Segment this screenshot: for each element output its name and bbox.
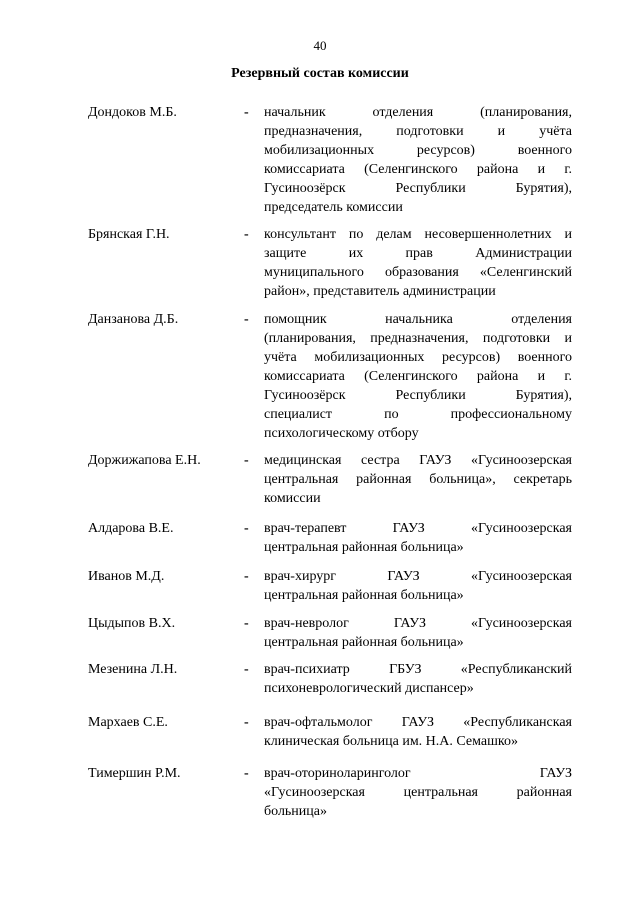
description-line: больница»	[264, 804, 327, 819]
description-line: комиссариата (Селенгинского района и г.	[264, 162, 572, 177]
description-line: врач-терапевт ГАУЗ «Гусиноозерская	[264, 521, 572, 536]
member-dash: -	[244, 715, 249, 730]
description-line: предназначения, подготовки и учёта	[264, 124, 572, 139]
description-line: врач-хирург ГАУЗ «Гусиноозерская	[264, 569, 572, 584]
member-dash: -	[244, 766, 249, 781]
description-line: начальник отделения (планирования,	[264, 105, 572, 120]
description-line: Гусиноозёрск Республики Бурятия),	[264, 388, 572, 403]
description-line: центральная районная больница»	[264, 635, 464, 650]
member-description	[264, 567, 572, 605]
description-line: центральная районная больница»	[264, 588, 464, 603]
member-dash: -	[244, 227, 249, 242]
description-line: врач-офтальмолог ГАУЗ «Республиканская	[264, 715, 572, 730]
description-line: мобилизационных ресурсов) военного	[264, 143, 572, 158]
member-name: Мархаев С.Е.	[88, 715, 168, 730]
description-line: «Гусиноозерская центральная районная	[264, 785, 572, 800]
member-description	[264, 614, 572, 652]
description-line: центральная районная больница»	[264, 540, 464, 555]
member-name: Мезенина Л.Н.	[88, 662, 178, 677]
description-line: учёта мобилизационных ресурсов) военного	[264, 350, 572, 365]
description-line: психоневрологический диспансер»	[264, 681, 474, 696]
description-line: (планирования, предназначения, подготовки и	[264, 331, 572, 346]
member-description	[264, 103, 572, 217]
member-dash: -	[244, 105, 249, 120]
member-dash: -	[244, 662, 249, 677]
member-name: Данзанова Д.Б.	[88, 312, 179, 327]
description-line: психологическому отбору	[264, 426, 419, 441]
page-number: 40	[313, 38, 327, 53]
member-dash: -	[244, 569, 249, 584]
description-line: врач-невролог ГАУЗ «Гусиноозерская	[264, 616, 572, 631]
member-dash: -	[244, 616, 249, 631]
description-line: врач-психиатр ГБУЗ «Республиканский	[264, 662, 572, 677]
description-line: клиническая больница им. Н.А. Семашко»	[264, 734, 518, 749]
member-name: Цыдыпов В.Х.	[88, 616, 176, 631]
description-line: комиссии	[264, 491, 321, 506]
member-name: Доржижапова Е.Н.	[88, 453, 201, 468]
description-line: комиссариата (Селенгинского района и г.	[264, 369, 572, 384]
member-name: Брянская Г.Н.	[88, 227, 170, 242]
member-description	[264, 451, 572, 508]
member-name: Тимершин Р.М.	[88, 766, 181, 781]
member-dash: -	[244, 312, 249, 327]
page-title: Резервный состав комиссии	[231, 66, 409, 81]
description-line: специалист по профессиональному	[264, 407, 572, 422]
member-description	[264, 713, 572, 751]
member-description	[264, 310, 572, 443]
member-description	[264, 764, 572, 821]
member-description	[264, 519, 572, 557]
description-line: председатель комиссии	[264, 200, 403, 215]
member-dash: -	[244, 521, 249, 536]
description-line: защите их прав Администрации	[264, 246, 572, 261]
member-name: Дондоков М.Б.	[88, 105, 177, 120]
member-dash: -	[244, 453, 249, 468]
description-line: муниципального образования «Селенгинский	[264, 265, 572, 280]
member-description	[264, 225, 572, 301]
member-name: Иванов М.Д.	[88, 569, 165, 584]
description-line: центральная районная больница», секретарь	[264, 472, 572, 487]
description-line: район», представитель администрации	[264, 284, 496, 299]
description-line: Гусиноозёрск Республики Бурятия),	[264, 181, 572, 196]
description-line: врач-оториноларинголог ГАУЗ	[264, 766, 572, 781]
description-line: консультант по делам несовершеннолетних и	[264, 227, 572, 242]
member-description	[264, 660, 572, 698]
description-line: медицинская сестра ГАУЗ «Гусиноозерская	[264, 453, 572, 468]
member-name: Алдарова В.Е.	[88, 521, 174, 536]
description-line: помощник начальника отделения	[264, 312, 572, 327]
